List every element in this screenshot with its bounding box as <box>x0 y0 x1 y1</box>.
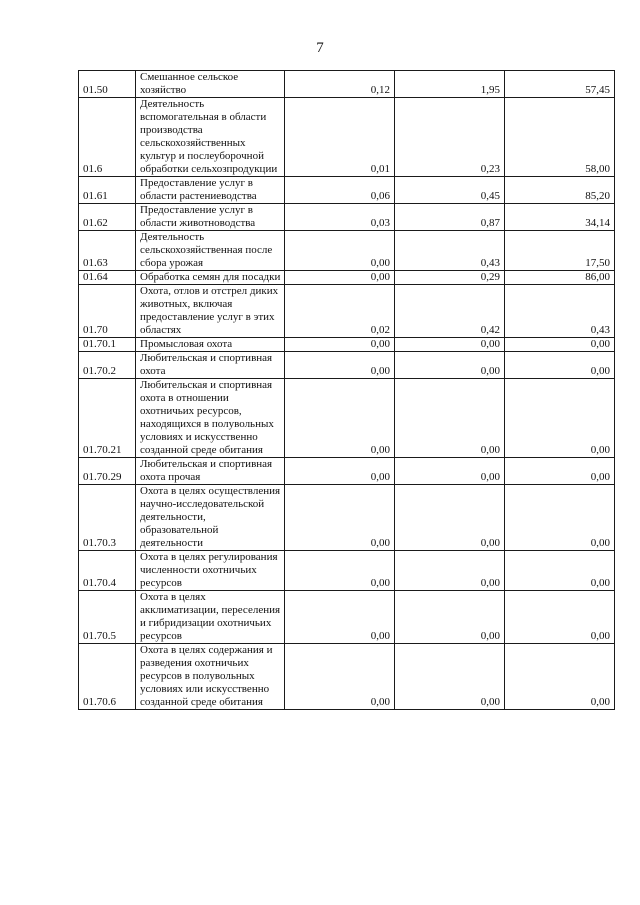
activity-name: Охота в целях регулирования численности охотничьих ресурсов <box>136 551 285 591</box>
activity-code: 01.63 <box>79 231 136 271</box>
table-row <box>79 591 615 644</box>
activity-code: 01.6 <box>79 98 136 177</box>
activity-code: 01.70.3 <box>79 485 136 551</box>
activity-name: Смешанное сельское хозяйство <box>136 71 285 98</box>
activity-code: 01.70 <box>79 285 136 338</box>
activity-code: 01.70.21 <box>79 379 136 458</box>
value-column-2: 0,87 <box>395 204 505 231</box>
value-column-1: 0,00 <box>285 644 395 710</box>
activity-name: Любительская и спортивная охота в отношении охотничьих ресурсов, находящихся в полувольных условиях и искусственно созданной среде обитания <box>136 379 285 458</box>
value-column-1: 0,00 <box>285 379 395 458</box>
value-column-2: 0,43 <box>395 231 505 271</box>
table-row <box>79 271 615 285</box>
value-column-1: 0,03 <box>285 204 395 231</box>
value-column-3: 0,43 <box>505 285 615 338</box>
table-body <box>79 71 615 710</box>
value-column-3: 0,00 <box>505 352 615 379</box>
activity-name: Любительская и спортивная охота прочая <box>136 458 285 485</box>
activity-code: 01.70.6 <box>79 644 136 710</box>
value-column-2: 0,00 <box>395 379 505 458</box>
table-row <box>79 644 615 710</box>
value-column-2: 0,00 <box>395 485 505 551</box>
value-column-2: 0,00 <box>395 458 505 485</box>
value-column-2: 0,00 <box>395 551 505 591</box>
value-column-2: 1,95 <box>395 71 505 98</box>
table-row <box>79 231 615 271</box>
value-column-3: 0,00 <box>505 591 615 644</box>
activity-code: 01.70.5 <box>79 591 136 644</box>
value-column-1: 0,06 <box>285 177 395 204</box>
table-row <box>79 458 615 485</box>
value-column-1: 0,00 <box>285 485 395 551</box>
table-row <box>79 551 615 591</box>
activity-code: 01.70.29 <box>79 458 136 485</box>
activity-code: 01.64 <box>79 271 136 285</box>
activity-code: 01.70.1 <box>79 338 136 352</box>
activity-name: Охота в целях акклиматизации, переселения и гибридизации охотничьих ресурсов <box>136 591 285 644</box>
page-number: 7 <box>316 40 324 56</box>
value-column-3: 34,14 <box>505 204 615 231</box>
table-row <box>79 204 615 231</box>
table-row <box>79 285 615 338</box>
value-column-3: 86,00 <box>505 271 615 285</box>
table-row <box>79 485 615 551</box>
activity-name: Обработка семян для посадки <box>136 271 285 285</box>
activity-code: 01.50 <box>79 71 136 98</box>
value-column-1: 0,01 <box>285 98 395 177</box>
value-column-3: 58,00 <box>505 98 615 177</box>
activity-name: Охота в целях содержания и разведения охотничьих ресурсов в полувольных условиях или искусственно созданной среде обитания <box>136 644 285 710</box>
activity-name: Предоставление услуг в области растениеводства <box>136 177 285 204</box>
value-column-3: 0,00 <box>505 338 615 352</box>
activity-code: 01.61 <box>79 177 136 204</box>
activity-name: Любительская и спортивная охота <box>136 352 285 379</box>
activity-table <box>78 70 615 710</box>
value-column-2: 0,00 <box>395 644 505 710</box>
value-column-3: 85,20 <box>505 177 615 204</box>
value-column-2: 0,00 <box>395 338 505 352</box>
table-row <box>79 379 615 458</box>
activity-code: 01.62 <box>79 204 136 231</box>
value-column-1: 0,12 <box>285 71 395 98</box>
activity-name: Предоставление услуг в области животноводства <box>136 204 285 231</box>
value-column-1: 0,00 <box>285 271 395 285</box>
value-column-1: 0,02 <box>285 285 395 338</box>
table-row <box>79 98 615 177</box>
value-column-2: 0,23 <box>395 98 505 177</box>
value-column-3: 0,00 <box>505 458 615 485</box>
table-row <box>79 71 615 98</box>
value-column-3: 57,45 <box>505 71 615 98</box>
value-column-3: 17,50 <box>505 231 615 271</box>
value-column-3: 0,00 <box>505 379 615 458</box>
value-column-2: 0,00 <box>395 352 505 379</box>
value-column-1: 0,00 <box>285 352 395 379</box>
activity-name: Деятельность сельскохозяйственная после сбора урожая <box>136 231 285 271</box>
value-column-3: 0,00 <box>505 551 615 591</box>
value-column-2: 0,29 <box>395 271 505 285</box>
table-row <box>79 352 615 379</box>
value-column-3: 0,00 <box>505 644 615 710</box>
activity-name: Промысловая охота <box>136 338 285 352</box>
value-column-2: 0,45 <box>395 177 505 204</box>
value-column-1: 0,00 <box>285 551 395 591</box>
value-column-1: 0,00 <box>285 591 395 644</box>
activity-code: 01.70.2 <box>79 352 136 379</box>
activity-name: Деятельность вспомогательная в области производства сельскохозяйственных культур и послеуборочной обработки сельхозпродукции <box>136 98 285 177</box>
value-column-2: 0,00 <box>395 591 505 644</box>
table-row <box>79 338 615 352</box>
value-column-1: 0,00 <box>285 458 395 485</box>
value-column-1: 0,00 <box>285 231 395 271</box>
value-column-3: 0,00 <box>505 485 615 551</box>
activity-code: 01.70.4 <box>79 551 136 591</box>
activity-name: Охота в целях осуществления научно-исследовательской деятельности, образовательной деятельности <box>136 485 285 551</box>
table-row <box>79 177 615 204</box>
activity-name: Охота, отлов и отстрел диких животных, включая предоставление услуг в этих областях <box>136 285 285 338</box>
value-column-1: 0,00 <box>285 338 395 352</box>
value-column-2: 0,42 <box>395 285 505 338</box>
